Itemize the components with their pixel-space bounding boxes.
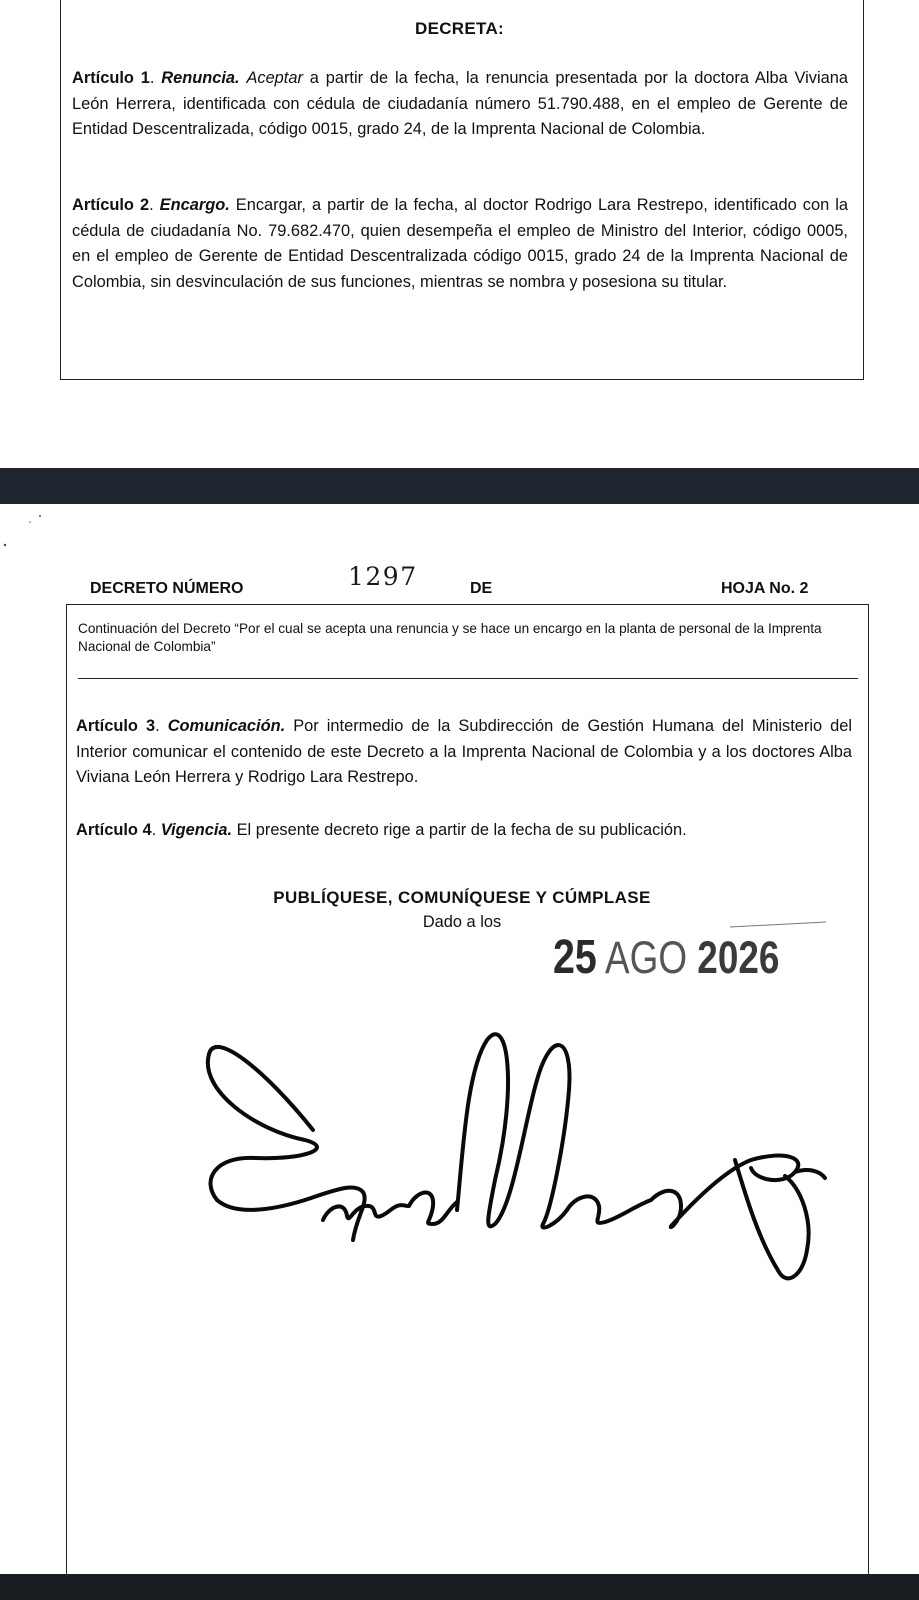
page-separator-band: [0, 468, 919, 504]
stamp-year: 2026: [697, 932, 780, 983]
article-4-number: Artículo 4: [76, 821, 152, 839]
article-3-text: Por intermedio de la Subdirección de Gestión Humana del Ministerio del Interior comunicar el contenido de este Decreto a la Imprenta Nacional de Colombia y a los doctores Alba Viviana León Herrera y Rodrigo Lara Restrepo.: [76, 717, 853, 786]
stamp-month: AGO: [605, 932, 688, 983]
article-1-title: Renuncia.: [161, 69, 240, 87]
article-3-title: Comunicación.: [167, 717, 286, 735]
article-2-text: Encargar, a partir de la fecha, al doctor Rodrigo Lara Restrepo, identificado con la cédula de ciudadanía No. 79.682.470, quien desempeña el empleo de Ministro del Interior, código 0005, en el empleo de Gerente de Entidad Descentralizada código 0015, grado 24 de la Imprenta Nacional de Colombia, sin desvinculación de sus funciones, mientras se nombra y posesiona su titular.: [72, 196, 848, 291]
article-4: Artículo 4. Vigencia. El presente decreto rige a partir de la fecha de su publicación.: [76, 821, 687, 839]
date-stamp: [553, 928, 779, 988]
closing-formula: PUBLÍQUESE, COMUNÍQUESE Y CÚMPLASE: [273, 888, 651, 907]
article-1-number: Artículo 1: [72, 69, 150, 87]
page-1-frame: [60, 0, 864, 380]
article-1-text: a partir de la fecha, la renuncia presentada por la doctora Alba Viviana León Herrera, identificada con cédula de ciudadanía número 51.790.488, en el empleo de Gerente de Entidad Descentralizada, código 0015, grado 24, de la Imprenta Nacional de Colombia.: [72, 69, 848, 138]
article-4-text: El presente decreto rige a partir de la fecha de su publicación.: [232, 821, 687, 839]
decreto-number-label: DECRETO NÚMERO: [90, 580, 244, 597]
stamp-day: 25: [553, 931, 597, 984]
decreto-de-label: DE: [470, 580, 493, 597]
article-4-title: Vigencia.: [160, 821, 233, 839]
signature: [195, 1010, 855, 1310]
article-1-verb: Aceptar: [246, 69, 303, 87]
article-3: Artículo 3. Comunicación. Por intermedio de la Subdirección de Gestión Humana del Ministerio del Interior comunicar el contenido de este Decreto a la Imprenta Nacional de Colombia y a los doctores Alba Viviana León Herrera y Rodrigo Lara Restrepo.: [76, 717, 853, 786]
continuation-divider: [78, 678, 858, 679]
scan-specks: [0, 505, 60, 555]
dado-a-los: Dado a los: [422, 913, 502, 931]
decreto-number: 1297: [348, 562, 418, 591]
bottom-dark-band: [0, 1574, 919, 1600]
hoja-number: HOJA No. 2: [721, 580, 809, 597]
article-2-title: Encargo.: [159, 196, 230, 214]
decreta-heading: DECRETA:: [415, 19, 504, 38]
article-2-number: Artículo 2: [72, 196, 150, 214]
continuation-note: Continuación del Decreto “Por el cual se acepta una renuncia y se hace un encargo en la planta de personal de la Imprenta Nacional de Colombia”: [78, 621, 822, 654]
article-2: Artículo 2. Encargo. Encargar, a partir de la fecha, al doctor Rodrigo Lara Restrepo, identificado con la cédula de ciudadanía No. 79.682.470, quien desempeña el empleo de Ministro del Interior, código 0005, en el empleo de Gerente de Entidad Descentralizada código 0015, grado 24 de la Imprenta Nacional de Colombia, sin desvinculación de sus funciones, mientras se nombra y posesiona su titular.: [72, 196, 848, 291]
article-3-number: Artículo 3: [76, 717, 156, 735]
article-1: Artículo 1. Renuncia. Aceptar a partir de la fecha, la renuncia presentada por la doctora Alba Viviana León Herrera, identificada con cédula de ciudadanía número 51.790.488, en el empleo de Gerente de Entidad Descentralizada, código 0015, grado 24, de la Imprenta Nacional de Colombia.: [72, 69, 848, 138]
